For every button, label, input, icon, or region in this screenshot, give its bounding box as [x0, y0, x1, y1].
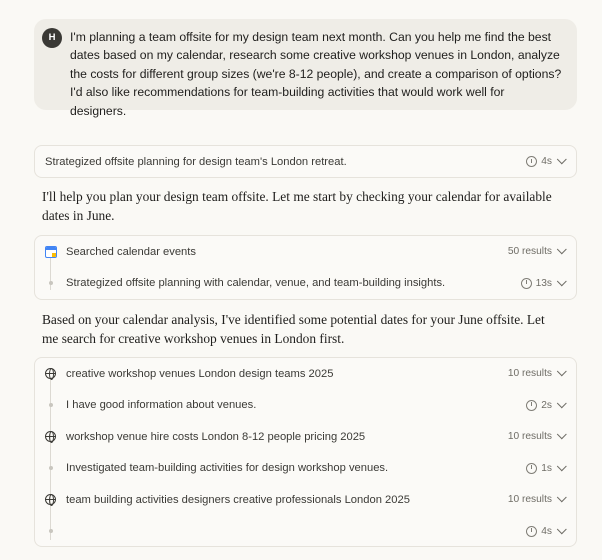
thinking-card[interactable]: [34, 145, 577, 178]
thinking-duration: 4s: [541, 156, 552, 167]
chevron-down-icon[interactable]: [557, 276, 567, 286]
thought-label: I have good information about venues.: [66, 399, 257, 412]
web-search-row[interactable]: [35, 484, 576, 516]
calendar-result-count: 50 results: [507, 246, 552, 258]
calendar-thought-label: Strategized offsite planning with calendar, venue, and team-building insights.: [66, 277, 446, 290]
thinking-meta[interactable]: [526, 156, 576, 167]
thought-duration: 1s: [541, 462, 552, 474]
calendar-search-label: Searched calendar events: [66, 245, 196, 258]
thought-row[interactable]: [35, 516, 576, 548]
thinking-row[interactable]: [35, 146, 576, 177]
search-meta[interactable]: [508, 368, 576, 379]
globe-icon: [45, 368, 56, 379]
timer-icon: [526, 400, 537, 411]
user-message: [34, 19, 577, 118]
chevron-down-icon[interactable]: [557, 398, 567, 408]
calendar-search-meta[interactable]: [508, 246, 576, 257]
timeline-dot: [49, 403, 53, 407]
timeline-dot: [49, 529, 53, 533]
thought-meta[interactable]: [526, 526, 576, 537]
thinking-label: Strategized offsite planning for design team's London retreat.: [45, 155, 347, 168]
search-query: team building activities designers creative professionals London 2025: [66, 493, 410, 506]
search-result-count: 10 results: [507, 431, 552, 443]
search-result-count: 10 results: [507, 494, 552, 506]
calendar-thought-duration: 13s: [535, 277, 552, 289]
chevron-down-icon[interactable]: [557, 245, 567, 255]
thought-label: Investigated team-building activities for design workshop venues.: [66, 462, 389, 475]
thought-row[interactable]: [35, 390, 576, 422]
timer-icon: [526, 526, 537, 537]
globe-icon: [45, 431, 56, 442]
chevron-down-icon[interactable]: [557, 524, 567, 534]
assistant-response-2: Based on your calendar analysis, I've identified some potential dates for your June offsite. Let me search for creative workshop venues in London first.: [42, 312, 545, 347]
chevron-down-icon[interactable]: [557, 154, 567, 164]
chevron-down-icon[interactable]: [557, 430, 567, 440]
timer-icon: [526, 156, 537, 167]
user-message-text: I'm planning a team offsite for my design team next month. Can you help me find the best dates based on my calendar, research some creative workshop venues in London, analyze the costs for different group sizes (we're 8-12 people), and create a comparison of options? I'd also like recommendations for team-building activities that would work well for designers.: [70, 30, 562, 118]
chevron-down-icon[interactable]: [557, 461, 567, 471]
search-meta[interactable]: [508, 494, 576, 505]
assistant-response-1: I'll help you plan your design team offsite. Let me start by checking your calendar for available dates in June.: [42, 189, 552, 224]
timeline-dot: [49, 466, 53, 470]
search-query: workshop venue hire costs London 8-12 people pricing 2025: [66, 430, 366, 443]
calendar-thought-row[interactable]: [35, 268, 576, 300]
thought-meta[interactable]: [526, 400, 576, 411]
chevron-down-icon[interactable]: [557, 493, 567, 503]
calendar-icon: [45, 246, 57, 258]
search-meta[interactable]: [508, 431, 576, 442]
thought-duration: 2s: [541, 399, 552, 411]
calendar-thought-meta[interactable]: [521, 278, 576, 289]
timer-icon: [526, 463, 537, 474]
timeline-dot: [49, 281, 53, 285]
calendar-search-row[interactable]: [35, 236, 576, 268]
thought-row[interactable]: [35, 453, 576, 485]
timer-icon: [521, 278, 532, 289]
search-result-count: 10 results: [507, 368, 552, 380]
user-avatar: H: [42, 28, 62, 48]
web-search-card[interactable]: [34, 357, 577, 547]
thought-duration: 4s: [541, 525, 552, 537]
globe-icon: [45, 494, 56, 505]
thought-meta[interactable]: [526, 463, 576, 474]
chevron-down-icon[interactable]: [557, 367, 567, 377]
search-query: creative workshop venues London design teams 2025: [66, 367, 334, 380]
calendar-tool-card[interactable]: [34, 235, 577, 300]
web-search-row[interactable]: [35, 358, 576, 390]
web-search-row[interactable]: [35, 421, 576, 453]
